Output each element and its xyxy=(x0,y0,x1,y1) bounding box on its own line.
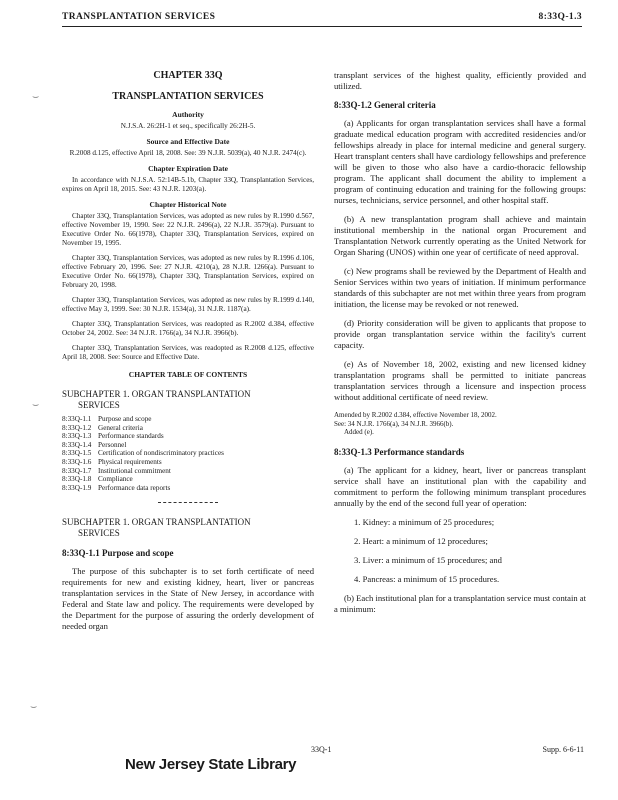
toc-entry-number: 8:33Q-1.4 xyxy=(62,440,92,449)
toc-entry xyxy=(62,424,314,433)
history-note: Chapter 33Q, Transplantation Services, was adopted as new rules by R.1996 d.106, effective February 20, 1996. See: 27 N.J.R. 4210(a), 28 N.J.R. 1266(a). Pursuant to Executive Order No. 66(1978), Chapter 33Q, Transplantation Services, expired on February 20, 1998. xyxy=(62,254,314,289)
toc-subchapter-title xyxy=(62,389,314,410)
section-divider xyxy=(158,502,218,503)
authority-text: N.J.S.A. 26:2H-1 et seq., specifically 26:2H-5. xyxy=(120,122,256,130)
right-column xyxy=(334,70,586,623)
section-paragraph: (d) Priority consideration will be given to applicants that propose to provide organ transplantation service within the facility's current capacity. xyxy=(334,318,586,350)
section-paragraph: (b) Each institutional plan for a transplantation service must contain at a minimum: xyxy=(334,592,586,614)
section-heading: 8:33Q-1.3 Performance standards xyxy=(334,446,465,457)
authority-heading: Authority xyxy=(172,110,204,119)
toc-entry-number: 8:33Q-1.5 xyxy=(62,449,92,458)
section-paragraph: (c) New programs shall be reviewed by the Department of Health and Senior Services within two years of initiation. If minimum performance standards of this subchapter are not met within three years from program initiation, the license may be revoked or not renewed. xyxy=(334,266,586,309)
section-paragraph: The purpose of this subchapter is to set forth certificate of need requirements for new and existing kidney, heart, liver or pancreas transplantation services in the State of New Jersey, in accordance with Federal and State law and policy. The requirements were developed by the Department for the purpose of assuring the orderly development of needed organ xyxy=(62,566,314,632)
toc-entry-number: 8:33Q-1.8 xyxy=(62,475,92,484)
toc-entry xyxy=(62,432,314,441)
amendment-note xyxy=(334,411,586,437)
toc-entry-number: 8:33Q-1.3 xyxy=(62,432,92,441)
list-item: 2. Heart: a minimum of 12 procedures; xyxy=(354,535,488,546)
toc-entry xyxy=(62,415,314,424)
section-paragraph: (a) The applicant for a kidney, heart, liver or pancreas transplant service shall have an institutional plan with the capability and commitment to perform the following minimum transplant procedures annually by the end of the second full year of operation: xyxy=(334,464,586,508)
supplement-date: Supp. 6-6-11 xyxy=(542,745,584,754)
toc-entry-title: Compliance xyxy=(98,475,133,484)
list-item: 3. Liver: a minimum of 15 procedures; and xyxy=(354,554,502,565)
toc-entry xyxy=(62,475,314,484)
library-stamp: New Jersey State Library xyxy=(125,756,297,773)
toc-entry-title: Physical requirements xyxy=(98,457,162,466)
toc-subchapter-line2: SERVICES xyxy=(78,399,120,410)
toc-entry-number: 8:33Q-1.7 xyxy=(62,466,92,475)
section-paragraph: (b) A new transplantation program shall achieve and maintain institutional membership in the national organ Procurement and Transplantation Network currently operating as the United Network for Organ Sharing (UNOS) within one year of certificate of need approval. xyxy=(334,214,586,257)
subchapter-line1: SUBCHAPTER 1. ORGAN TRANSPLANTATION xyxy=(62,517,251,528)
header-title: TRANSPLANTATION SERVICES xyxy=(62,12,216,22)
margin-mark: ⌣ xyxy=(30,700,38,713)
toc-entry xyxy=(62,467,314,476)
toc-entry-title: Certification of nondiscriminatory practices xyxy=(98,449,224,458)
history-note: Chapter 33Q, Transplantation Services, was adopted as new rules by R.1990 d.567, effective November 19, 1990. See: 22 N.J.R. 2496(a), 22 N.J.R. 3579(a). Pursuant to Executive Order No. 66(1978), Chapter 33Q, Transplantation Services, expired on November 19, 1995. xyxy=(62,212,314,247)
toc-entry-title: Performance data reports xyxy=(98,483,171,492)
toc-entry-title: Personnel xyxy=(98,440,127,449)
toc-entry-number: 8:33Q-1.9 xyxy=(62,483,92,492)
history-note: Chapter 33Q, Transplantation Services, was readopted as R.2008 d.125, effective April 18, 2008. See: Source and Effective Date. xyxy=(62,344,314,361)
toc-entry-title: Performance standards xyxy=(98,432,164,441)
toc-entry-title: Institutional commitment xyxy=(98,466,171,475)
list-item: 1. Kidney: a minimum of 25 procedures; xyxy=(354,516,495,527)
left-column xyxy=(62,70,314,640)
running-header xyxy=(62,12,582,27)
toc-subchapter-line1: SUBCHAPTER 1. ORGAN TRANSPLANTATION xyxy=(62,389,251,399)
header-section: 8:33Q-1.3 xyxy=(538,12,582,22)
toc-entry-number: 8:33Q-1.1 xyxy=(62,415,92,423)
toc-entry xyxy=(62,449,314,458)
history-note: Chapter 33Q, Transplantation Services, was readopted as R.2002 d.384, effective October 24, 2002. See: 34 N.J.R. 1766(a), 34 N.J.R. 3966(b). xyxy=(62,320,314,337)
history-note: Chapter 33Q, Transplantation Services, was adopted as new rules by R.1999 d.140, effective May 3, 1999. See: 30 N.J.R. 1534(a), 31 N.J.R. 1187(a). xyxy=(62,296,314,313)
toc-entry xyxy=(62,458,314,467)
chapter-number: CHAPTER 33Q xyxy=(153,70,223,81)
toc-heading: CHAPTER TABLE OF CONTENTS xyxy=(128,370,248,379)
chapter-title: TRANSPLANTATION SERVICES xyxy=(112,91,264,102)
toc-entry-title: General criteria xyxy=(98,423,143,432)
section-heading: 8:33Q-1.2 General criteria xyxy=(334,100,436,110)
toc-entry xyxy=(62,441,314,450)
amendment-line: See: 34 N.J.R. 1766(a), 34 N.J.R. 3966(b). xyxy=(334,419,454,428)
toc-entry xyxy=(62,484,314,493)
amendment-line: Amended by R.2002 d.384, effective November 18, 2002. xyxy=(334,411,497,419)
source-heading: Source and Effective Date xyxy=(146,137,230,146)
source-text: R.2008 d.125, effective April 18, 2008. See: 39 N.J.R. 5039(a), 40 N.J.R. 2474(c). xyxy=(69,149,307,157)
toc-list xyxy=(62,415,314,492)
continued-paragraph: transplant services of the highest quality, efficiently provided and utilized. xyxy=(334,70,586,91)
expiration-text: In accordance with N.J.S.A. 52:14B-5.1b, Chapter 33Q, Transplantation Services, expires on April 18, 2015. See: 43 N.J.R. 1203(a). xyxy=(62,176,314,193)
page-number: 33Q-1 xyxy=(311,745,332,754)
history-heading: Chapter Historical Note xyxy=(149,200,227,209)
toc-entry-title: Purpose and scope xyxy=(98,415,152,423)
margin-mark: ⌣ xyxy=(32,90,40,103)
amendment-line: Added (e). xyxy=(344,428,374,437)
toc-entry-number: 8:33Q-1.2 xyxy=(62,423,92,432)
section-paragraph: (e) As of November 18, 2002, existing and new licensed kidney transplantation programs shall be permitted to initiate pancreas transplantation services through a licensure and inspection process without additional certificate of need review. xyxy=(334,359,586,402)
list-item: 4. Pancreas: a minimum of 15 procedures. xyxy=(354,573,500,584)
expiration-heading: Chapter Expiration Date xyxy=(148,164,228,173)
toc-entry-number: 8:33Q-1.6 xyxy=(62,457,92,466)
subchapter-title xyxy=(62,517,314,538)
margin-mark: ⌣ xyxy=(32,398,40,411)
section-heading: 8:33Q-1.1 Purpose and scope xyxy=(62,548,174,559)
section-paragraph: (a) Applicants for organ transplantation services shall have a formal graduate medical education program with accredited residencies and/or fellowships already in place for internal medicine and general surgery. Heart transplant centers shall have cardiology fellowships and preference will be given to those who also have a cardio-thoracic fellowship program. The applicant shall document the ability to implement a program of continuing education and training for the following groups: nurses, technicians, service personnel, and other hospital staff. xyxy=(334,118,586,205)
subchapter-line2: SERVICES xyxy=(78,527,120,538)
